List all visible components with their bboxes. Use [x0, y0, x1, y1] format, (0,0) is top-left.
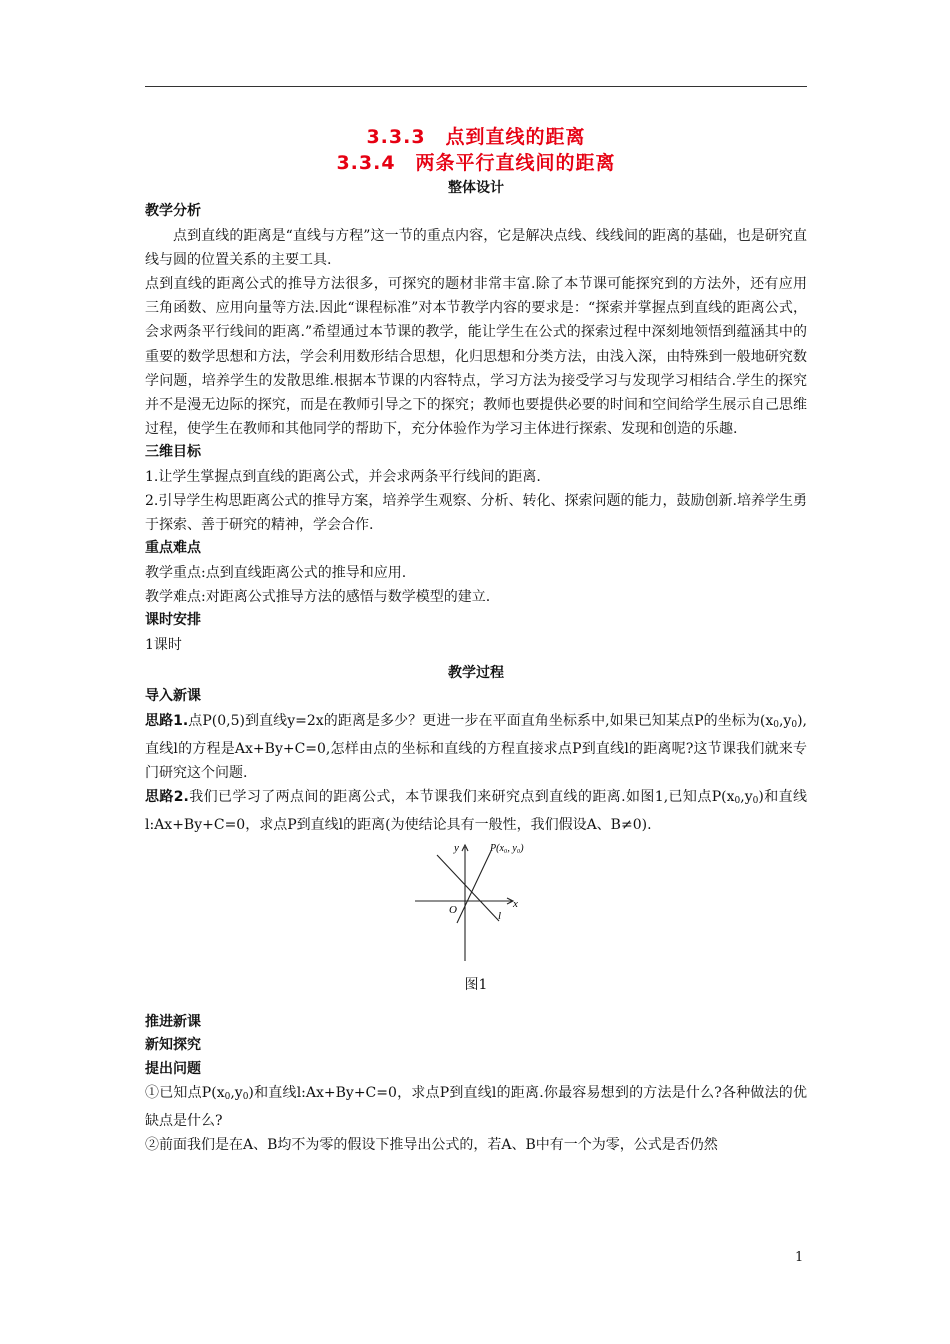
idea-2-sub-1: 0	[752, 796, 759, 807]
figure-1	[145, 841, 807, 969]
idea-1-text-a: 点P(0,5)到直线y=2x的距离是多少？更进一步在平面直角坐标系中,如果已知某点P的坐标为(x	[188, 712, 774, 729]
label-origin: O	[449, 903, 457, 916]
schedule-heading: 课时安排	[145, 612, 201, 629]
newlesson-sub-1: 新知探究	[145, 1037, 201, 1054]
label-l: l	[498, 909, 502, 922]
idea-1-paragraph	[145, 709, 807, 786]
goal-item-1: 1.让学生掌握点到直线的距离公式，并会求两条平行线间的距离.	[145, 468, 541, 485]
question-2: ②前面我们是在A、B均不为零的假设下推导出公式的，若A、B中有一个为零，公式是否仍然	[145, 1137, 718, 1154]
question-1	[145, 1081, 807, 1133]
intro-heading: 导入新课	[145, 688, 201, 705]
question-1-sub-0: 0	[224, 1092, 231, 1103]
goal-item-2: 2.引导学生构思距离公式的推导方案，培养学生观察、分析、转化、探索问题的能力，鼓励创新.培养学生勇于探索、善于研究的精神，学会合作.	[145, 493, 807, 534]
header-rule	[145, 86, 807, 87]
question-1-text-a: ①已知点P(x	[145, 1085, 225, 1102]
line-l	[437, 855, 502, 922]
label-p: P(x₀, y₀)	[490, 842, 524, 854]
key-heading: 重点难点	[145, 540, 201, 557]
newlesson-heading: 推进新课	[145, 1013, 201, 1030]
question-1-text-b: )和直线l:Ax+By+C=0，求点P到直线l的距离.你最容易想到的方法是什么?各种做法的优缺点是什么?	[145, 1085, 807, 1130]
page-number: 1	[795, 1250, 804, 1265]
idea-1-text-mid: ,y	[778, 712, 792, 729]
label-x: x	[513, 897, 518, 910]
title-line-1: 3.3.3 点到直线的距离	[366, 126, 586, 148]
idea-2-sub-0: 0	[734, 796, 741, 807]
key-difficulty: 教学难点:对距离公式推导方法的感悟与数学模型的建立.	[145, 589, 491, 606]
idea-2-text-a: 我们已学习了两点间的距离公式，本节课我们来研究点到直线的距离.如图1,已知点P(x	[188, 789, 735, 806]
key-point: 教学重点:点到直线距离公式的推导和应用.	[145, 564, 407, 581]
question-1-text-mid: ,y	[230, 1085, 243, 1102]
label-y: y	[454, 841, 459, 854]
idea-2-text-b: )和直线l:Ax+By+C=0，求点P到直线l的距离(为使结论具有一般性，我们假设A、B≠0).	[145, 789, 807, 834]
coordinate-diagram	[407, 841, 547, 969]
idea-2-label: 思路2.	[145, 789, 189, 806]
document-body	[145, 124, 807, 1158]
idea-1-sub-0: 0	[773, 719, 779, 730]
idea-2-text-mid: ,y	[740, 789, 753, 806]
idea-2-paragraph	[145, 785, 807, 837]
idea-1-label: 思路1.	[145, 712, 189, 729]
schedule-text: 1课时	[145, 636, 182, 653]
question-1-sub-1: 0	[242, 1092, 249, 1103]
title-line-2: 3.3.4 两条平行直线间的距离	[336, 152, 616, 174]
analysis-paragraph-1: 点到直线的距离是“直线与方程”这一节的重点内容，它是解决点线、线线间的距离的基础，也是研究直线与圆的位置关系的主要工具.	[145, 227, 807, 268]
process-heading: 教学过程	[448, 665, 504, 682]
idea-1-text-b: ),直线l的方程是Ax+By+C=0,怎样由点的坐标和直线的方程直接求点P到直线l的距离呢?这节课我们就来专门研究这个问题.	[145, 712, 807, 781]
analysis-paragraph-2: 点到直线的距离公式的推导方法很多，可探究的题材非常丰富.除了本节课可能探究到的方法外，还有应用三角函数、应用向量等方法.因此“课程标准”对本节教学内容的要求是：“探索并掌握点到直线的距离公式，会求两条平行线间的距离.”希望通过本节课的教学，能让学生在公式的探索过程中深刻地领悟到蕴涵其中的重要的数学思想和方法，学会利用数形结合思想，化归思想和分类方法，由浅入深，由特殊到一般地研究数学问题，培养学生的发散思维.根据本节课的内容特点，学习方法为接受学习与发现学习相结合.学生的探究并不是漫无边际的探究，而是在教师引导之下的探究；教师也要提供必要的时间和空间给学生展示自己思维过程，使学生在教师和其他同学的帮助下，充分体验作为学习主体进行探索、发现和创造的乐趣.	[145, 275, 807, 438]
perpendicular-segment	[457, 851, 491, 923]
idea-1-sub-1: 0	[791, 719, 798, 730]
subtitle: 整体设计	[448, 180, 504, 196]
figure-caption: 图1	[464, 976, 488, 993]
analysis-heading: 教学分析	[145, 203, 201, 219]
goals-heading: 三维目标	[145, 444, 201, 461]
newlesson-sub-2: 提出问题	[145, 1060, 201, 1077]
